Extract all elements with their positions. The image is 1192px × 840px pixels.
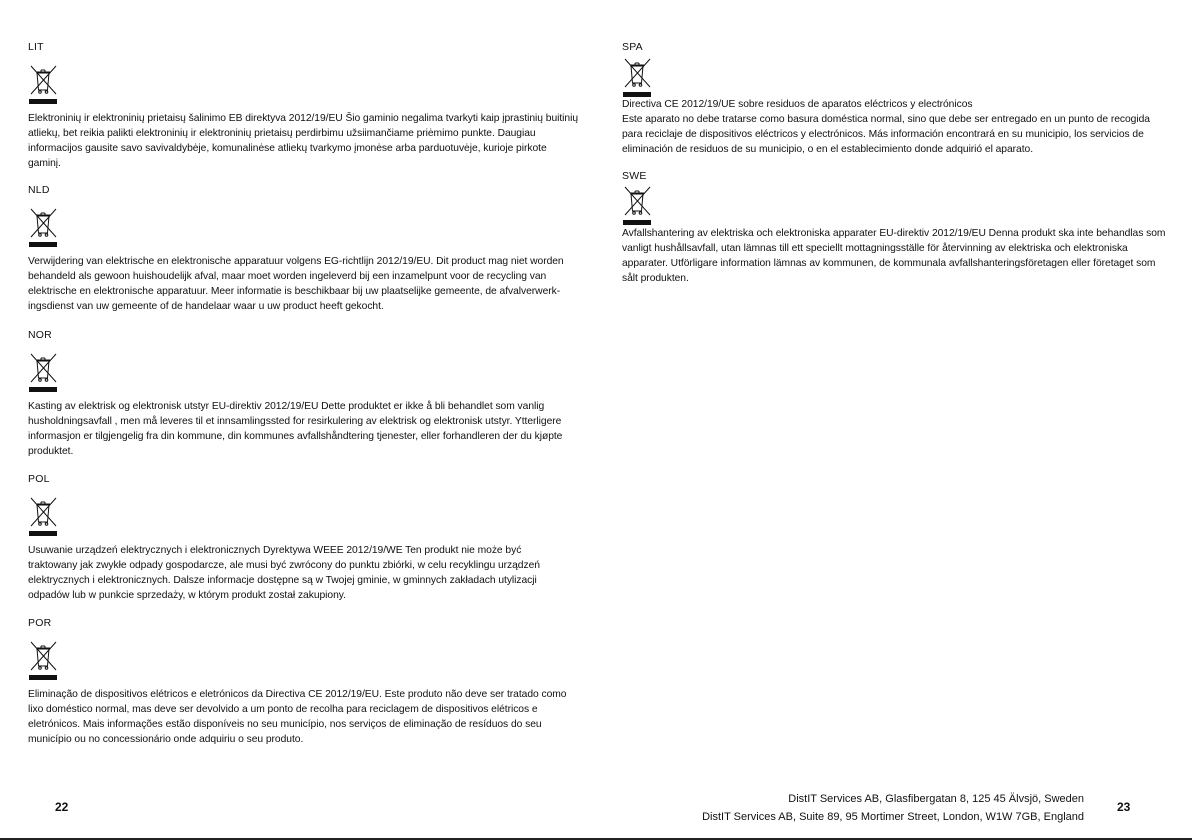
text-line: Directiva CE 2012/19/UE sobre residuos de aparatos eléctricos y electrónicos — [622, 99, 973, 110]
section-lit — [28, 41, 579, 169]
section-body — [28, 687, 568, 747]
language-code: POR — [28, 617, 52, 629]
text-line: município ou no concessionário onde adquiriu o seu produto. — [28, 734, 304, 745]
language-code: SWE — [622, 170, 647, 182]
page-number-right: 23 — [1117, 800, 1131, 814]
language-code: SPA — [622, 41, 643, 53]
page-number-left: 22 — [55, 800, 69, 814]
section-nor — [28, 329, 568, 457]
section-body — [622, 226, 1166, 286]
section-body — [622, 97, 1162, 157]
text-line: odpadów lub w punkcie sprzedaży, w którym produkt został zakupiony. — [28, 590, 346, 601]
section-body — [28, 399, 568, 459]
weee-crossed-bin-icon — [28, 63, 58, 105]
text-line: vanligt hushållsavfall, utan lämnas till ett speciellt mottagningsställe för återvinning av elektriska och elektroniska — [622, 243, 1128, 254]
weee-crossed-bin-icon — [622, 184, 652, 226]
weee-crossed-bin-icon — [28, 639, 58, 681]
weee-crossed-bin-icon — [28, 206, 58, 248]
text-line: husholdningsavfall , men må leveres til et innsamlingssted for resirkulering av elektrisk og elektronisk utstyr. Ytterligere — [28, 416, 562, 427]
section-swe — [622, 170, 1166, 284]
language-code: NLD — [28, 184, 50, 196]
text-line: eliminación de residuos de su municipio, o en el establecimiento donde adquirió el aparato. — [622, 144, 1034, 155]
language-code: POL — [28, 473, 50, 485]
text-line: apparater. Utförligare information lämnas av kommunen, de kommunala avfallshanteringsföretagen eller företaget som — [622, 258, 1156, 269]
text-line: lixo doméstico normal, mas deve ser devolvido a um ponto de recolha para reciclagem de dispositivos elétricos e — [28, 704, 538, 715]
section-body — [28, 254, 568, 314]
text-line: Elektroninių ir elektroninių prietaisų šalinimo EB direktyva 2012/19/EU Šio gaminio negalima tvarkyti kaip įprastinių buitinių — [28, 113, 579, 124]
text-line: sålt produkten. — [622, 273, 689, 284]
weee-crossed-bin-icon — [28, 495, 58, 537]
weee-crossed-bin-icon — [28, 351, 58, 393]
text-line: Verwijdering van elektrische en elektronische apparatuur volgens EG-richtlijn 2012/19/EU. Dit product mag niet worden — [28, 256, 564, 267]
text-line: elektrische en elektronische apparatuur. Meer informatie is beschikbaar bij uw plaatselijke gemeente, de afvalverwerk- — [28, 286, 561, 297]
language-code: LIT — [28, 41, 44, 53]
section-body — [28, 111, 579, 171]
text-line: traktowany jak zwykłe odpady gospodarcze, ale musi być zwrócony do punktu zbiórki, w celu recyklingu urządzeń — [28, 560, 540, 571]
text-line: atliekų, bet reikia palikti elektroninių ir elektroninių prietaisų perdirbimu užsiimančiame priėmimo punkte. Daugiau — [28, 128, 536, 139]
text-line: Este aparato no debe tratarse como basura doméstica normal, sino que debe ser entregado en un punto de recogida — [622, 114, 1150, 125]
section-pol — [28, 473, 568, 601]
text-line: Avfallshantering av elektriska och elektroniska apparater EU-direktiv 2012/19/EU Denna produkt ska inte behandlas som — [622, 228, 1166, 239]
text-line: Eliminação de dispositivos elétricos e eletrónicos da Directiva CE 2012/19/EU. Este produto não deve ser tratado como — [28, 689, 567, 700]
text-line: produktet. — [28, 446, 74, 457]
text-line: ingsdienst van uw gemeente of de handelaar waar u uw product heeft gekocht. — [28, 301, 384, 312]
language-code: NOR — [28, 329, 52, 341]
text-line: elektrycznych i elektronicznych. Dalsze informacje dostępne są w Twojej gminie, w gminnych zakładach utylizacji — [28, 575, 537, 586]
weee-crossed-bin-icon — [622, 56, 652, 98]
text-line: eletrónicos. Mais informações estão disponíveis no seu município, nos serviços de eliminação de resíduos do seu — [28, 719, 542, 730]
section-por — [28, 617, 568, 745]
text-line: para reciclaje de dispositivos eléctricos y electrónicos. Más información encontrará en su municipio, los servicios de — [622, 129, 1144, 140]
text-line: Usuwanie urządzeń elektrycznych i elektronicznych Dyrektywa WEEE 2012/19/WE Ten produkt nie może być — [28, 545, 522, 556]
text-line: informacijos gausite savo savivaldybėje, komunalinėse atliekų tvarkymo įmonėse arba parduotuvėje, kurioje pirkote — [28, 143, 547, 154]
text-line: behandeld als gewoon huishoudelijk afval, maar moet worden ingeleverd bij een inzamelpunt voor de recycling van — [28, 271, 547, 282]
section-body — [28, 543, 568, 603]
text-line: Kasting av elektrisk og elektronisk utstyr EU-direktiv 2012/19/EU Dette produktet er ikke å bli behandlet som vanlig — [28, 401, 545, 412]
section-nld — [28, 184, 568, 312]
text-line: gaminį. — [28, 158, 61, 169]
text-line: informasjon er tilgjengelig fra din kommune, din kommunes avfallshåndtering tjenester, eller forhandleren der du kjøpte — [28, 431, 563, 442]
company-address-footer — [702, 790, 1084, 826]
section-spa — [622, 41, 1162, 155]
address-sweden: DistIT Services AB, Glasfibergatan 8, 125 45 Älvsjö, Sweden — [788, 793, 1084, 805]
address-england: DistIT Services AB, Suite 89, 95 Mortimer Street, London, W1W 7GB, England — [702, 811, 1084, 823]
